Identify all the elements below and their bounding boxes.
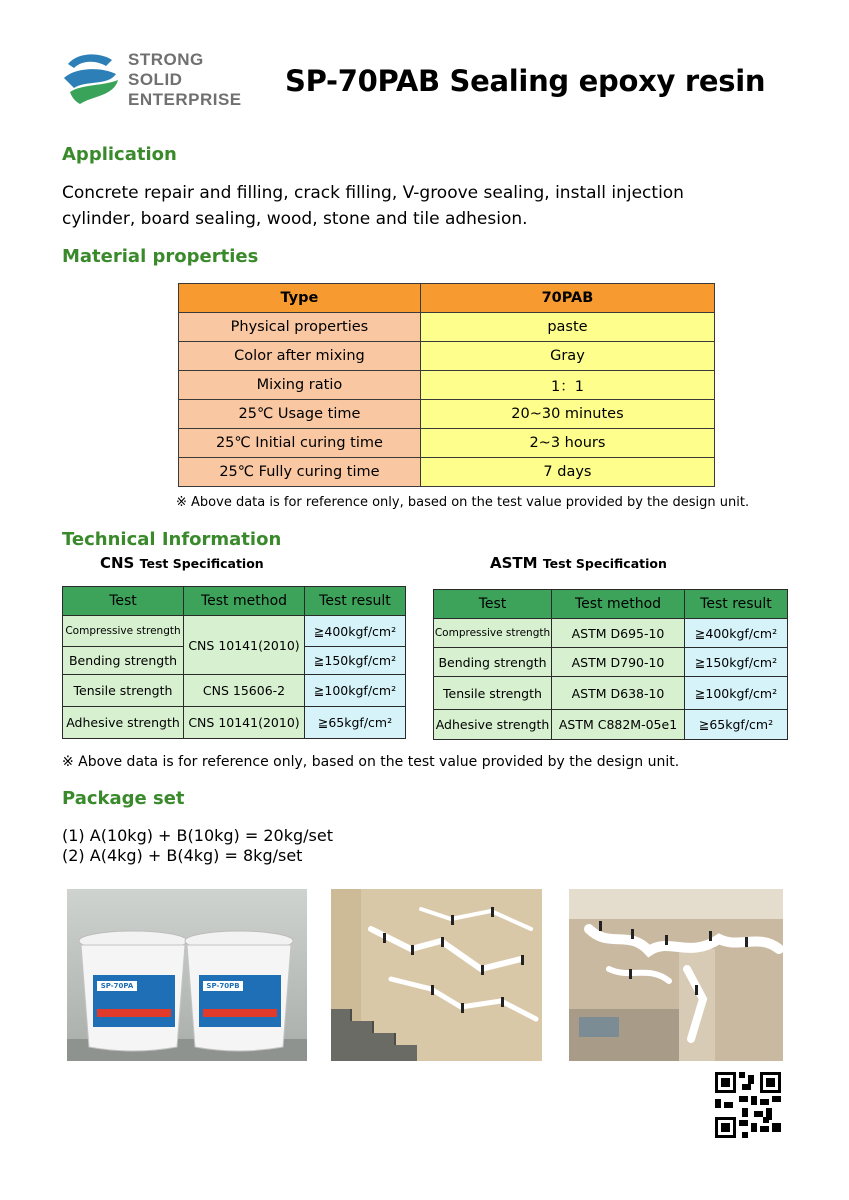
brand-name-line-3: ENTERPRISE [128, 90, 242, 109]
ceiling-injection-photo [569, 889, 783, 1061]
package-set-heading: Package set [62, 788, 185, 809]
test-method: CNS 10141(2010) [184, 707, 305, 739]
brand-name-line-2: SOLID [128, 70, 183, 89]
material-note: ※ Above data is for reference only, based on the test value provided by the design unit. [176, 495, 750, 510]
test-result: ≧65kgf/cm² [685, 710, 788, 740]
test-method: ASTM D790-10 [552, 648, 685, 677]
column-header: Test result [685, 590, 788, 619]
astm-spec-label [490, 554, 667, 572]
test-name: Compressive strength [63, 616, 184, 647]
table-row [179, 458, 715, 487]
table-header-row [434, 590, 788, 619]
table-row [434, 677, 788, 710]
table-row [179, 371, 715, 400]
table-row [434, 619, 788, 648]
bucket-label-b: SP-70PB [206, 982, 240, 990]
property-value: 7 days [420, 458, 714, 487]
test-method: CNS 10141(2010) [184, 616, 305, 675]
column-header: Test method [552, 590, 685, 619]
technical-information-heading: Technical Information [62, 529, 282, 550]
product-buckets-photo [67, 889, 307, 1061]
property-name: 25℃ Initial curing time [179, 429, 421, 458]
property-name: Physical properties [179, 313, 421, 342]
table-header-cell: Type [179, 284, 421, 313]
column-header: Test method [184, 587, 305, 616]
wall-injection-photo [331, 889, 542, 1061]
qr-code-icon [715, 1072, 781, 1138]
test-method: ASTM D638-10 [552, 677, 685, 710]
test-name: Bending strength [434, 648, 552, 677]
property-name: Mixing ratio [179, 371, 421, 400]
test-result: ≧65kgf/cm² [305, 707, 406, 739]
test-result: ≧400kgf/cm² [305, 616, 406, 647]
test-result: ≧100kgf/cm² [685, 677, 788, 710]
property-name: 25℃ Usage time [179, 400, 421, 429]
application-heading: Application [62, 144, 177, 165]
test-result: ≧150kgf/cm² [305, 647, 406, 675]
material-properties-heading: Material properties [62, 246, 259, 267]
company-logo-icon [60, 50, 122, 108]
cns-label-sub: Test Specification [139, 556, 264, 571]
column-header: Test result [305, 587, 406, 616]
test-result: ≧150kgf/cm² [685, 648, 788, 677]
table-row [179, 429, 715, 458]
application-text-line-2: cylinder, board sealing, wood, stone and tile adhesion. [62, 209, 528, 229]
test-result: ≧400kgf/cm² [685, 619, 788, 648]
test-method: ASTM C882M-05e1 [552, 710, 685, 740]
package-line-1: (1) A(10kg) + B(10kg) = 20kg/set [62, 826, 333, 845]
table-row [179, 400, 715, 429]
column-header: Test [63, 587, 184, 616]
table-row [63, 707, 406, 739]
property-value: 20~30 minutes [420, 400, 714, 429]
property-value: paste [420, 313, 714, 342]
test-name: Bending strength [63, 647, 184, 675]
astm-label-sub: Test Specification [542, 556, 667, 571]
test-result: ≧100kgf/cm² [305, 675, 406, 707]
test-method: ASTM D695-10 [552, 619, 685, 648]
table-header-cell: 70PAB [420, 284, 714, 313]
property-value: 1：1 [420, 371, 714, 400]
astm-test-table [433, 589, 788, 740]
table-row [63, 616, 406, 647]
astm-label-main: ASTM [490, 554, 538, 572]
table-row [63, 675, 406, 707]
property-name: Color after mixing [179, 342, 421, 371]
test-name: Compressive strength [434, 619, 552, 648]
bucket-label-a: SP-70PA [100, 982, 134, 990]
test-name: Adhesive strength [434, 710, 552, 740]
table-row [179, 342, 715, 371]
cns-spec-label [100, 554, 264, 572]
package-line-2: (2) A(4kg) + B(4kg) = 8kg/set [62, 846, 303, 865]
test-name: Tensile strength [434, 677, 552, 710]
technical-note: ※ Above data is for reference only, based on the test value provided by the design unit. [62, 754, 680, 770]
page-title: SP-70PAB Sealing epoxy resin [285, 64, 766, 98]
table-header-row [179, 284, 715, 313]
cns-label-main: CNS [100, 554, 135, 572]
table-row [434, 648, 788, 677]
property-name: 25℃ Fully curing time [179, 458, 421, 487]
column-header: Test [434, 590, 552, 619]
table-row [434, 710, 788, 740]
brand-name-line-1: STRONG [128, 50, 204, 69]
test-name: Tensile strength [63, 675, 184, 707]
property-value: Gray [420, 342, 714, 371]
test-name: Adhesive strength [63, 707, 184, 739]
table-row [179, 313, 715, 342]
material-properties-table [178, 283, 715, 487]
property-value: 2~3 hours [420, 429, 714, 458]
application-text-line-1: Concrete repair and filling, crack filling, V-groove sealing, install injection [62, 183, 684, 203]
cns-test-table [62, 586, 406, 739]
test-method: CNS 15606-2 [184, 675, 305, 707]
table-header-row [63, 587, 406, 616]
